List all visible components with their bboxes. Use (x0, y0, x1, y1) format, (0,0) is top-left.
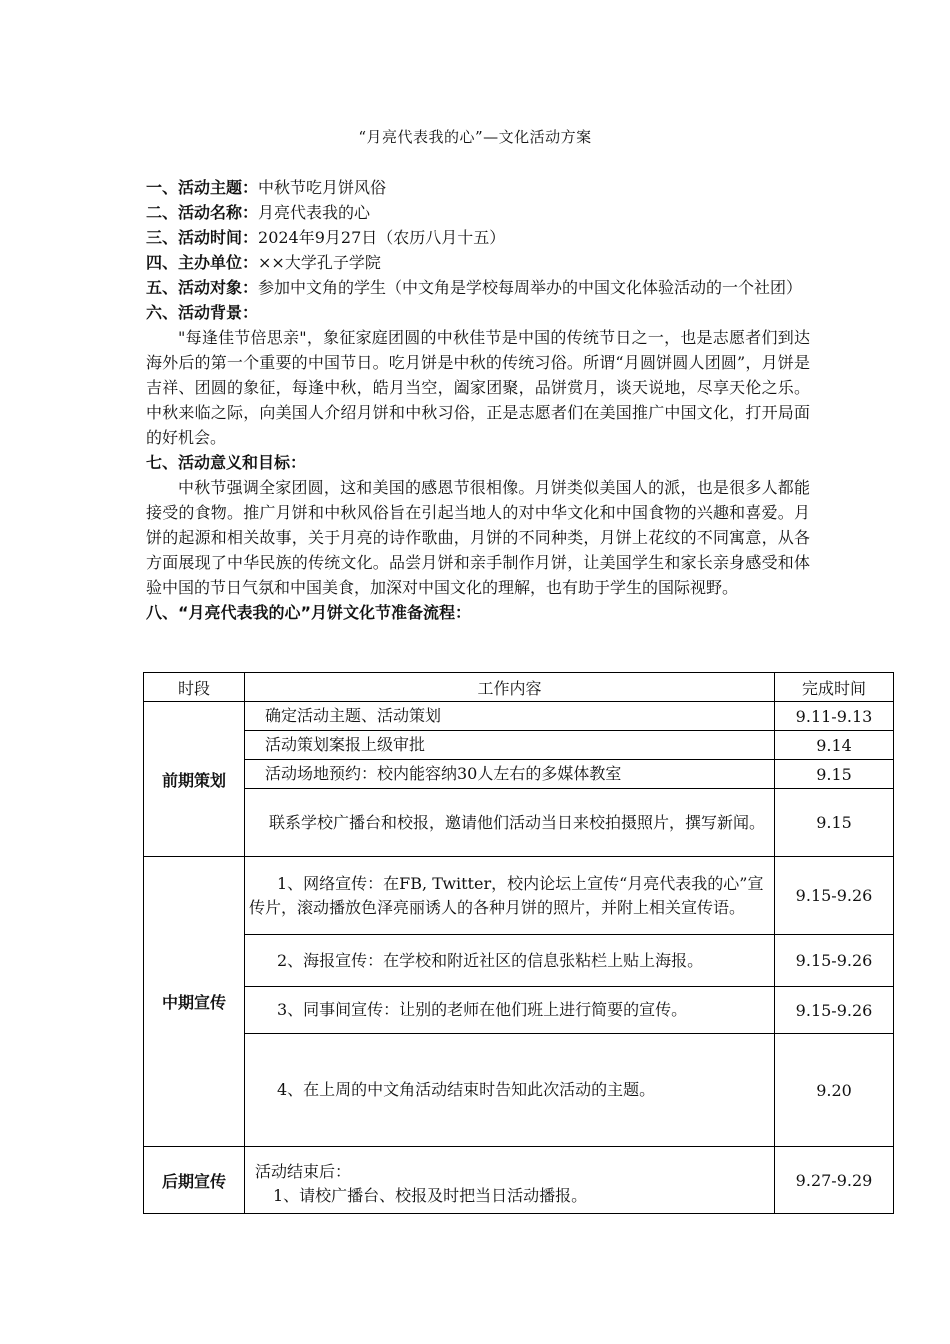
section-heading: 二、活动名称： (146, 203, 259, 222)
phase-cell-planning: 前期策划 (144, 702, 245, 857)
table-row (144, 1034, 894, 1147)
section-text: 月亮代表我的心 (258, 203, 371, 222)
section-process-heading: 八、“月亮代表我的心”月饼文化节准备流程： (146, 603, 472, 622)
task-content: 活动策划案报上级审批 (245, 731, 775, 760)
table-row (144, 935, 894, 987)
section-heading: 五、活动对象： (146, 278, 259, 297)
task-content-line: 活动结束后： (255, 1162, 352, 1181)
table-row (144, 857, 894, 935)
section-background-heading: 六、活动背景： (146, 303, 259, 322)
task-content-line: 1、请校广播台、校报及时把当日活动播报。 (273, 1186, 588, 1205)
task-content: 1、网络宣传：在FB, Twitter，校内论坛上宣传“月亮代表我的心”宣传片，滚动播放色泽亮丽诱人的各种月饼的照片，并附上相关宣传语。 (245, 857, 775, 935)
phase-cell-midterm: 中期宣传 (144, 857, 245, 1147)
section-goals-text: 中秋节强调全家团圆，这和美国的感恩节很相像。月饼类似美国人的派，也是很多人都能接受的食物。推广月饼和中秋风俗旨在引起当地人的对中华文化和中国食物的兴趣和喜爱。月饼的起源和相关故事，关于月亮的诗作歌曲，月饼的不同种类，月饼上花纹的不同寓意，从各方面展现了中华民族的传统文化。品尝月饼和亲手制作月饼，让美国学生和家长亲身感受和体验中国的节日气氛和中国美食，加深对中国文化的理解，也有助于学生的国际视野。 (146, 478, 810, 597)
task-content: 3、同事间宣传：让别的老师在他们班上进行简要的宣传。 (245, 987, 775, 1034)
section-background-text: "每逢佳节倍思亲"，象征家庭团圆的中秋佳节是中国的传统节日之一，也是志愿者们到达海外后的第一个重要的中国节日。吃月饼是中秋的传统习俗。所谓“月圆饼圆人团圆”，月饼是吉祥、团圆的象征，每逢中秋，皓月当空，阖家团聚，品饼赏月，谈天说地，尽享天伦之乐。中秋来临之际，向美国人介绍月饼和中秋习俗，正是志愿者们在美国推广中国文化，打开局面的好机会。 (146, 328, 810, 447)
header-content: 工作内容 (245, 673, 775, 702)
task-time: 9.20 (775, 1034, 894, 1147)
section-text: 中秋节吃月饼风俗 (258, 178, 387, 197)
task-content: 活动场地预约：校内能容纳30人左右的多媒体教室 (245, 760, 775, 789)
task-content: 4、在上周的中文角活动结束时告知此次活动的主题。 (245, 1034, 775, 1147)
task-content: 确定活动主题、活动策划 (245, 702, 775, 731)
task-time: 9.15-9.26 (775, 935, 894, 987)
task-content: 2、海报宣传：在学校和附近社区的信息张粘栏上贴上海报。 (245, 935, 775, 987)
task-content (245, 1147, 775, 1214)
document-body (146, 175, 810, 625)
section-theme (146, 175, 810, 200)
section-name (146, 200, 810, 225)
section-text: 2024年9月27日（农历八月十五） (258, 228, 506, 247)
task-time: 9.15-9.26 (775, 987, 894, 1034)
document-title: “月亮代表我的心”—文化活动方案 (358, 128, 592, 146)
task-time: 9.15 (775, 789, 894, 857)
table-row (144, 731, 894, 760)
header-time: 完成时间 (775, 673, 894, 702)
section-audience (146, 275, 810, 300)
table-row (144, 987, 894, 1034)
section-text: 参加中文角的学生（中文角是学校每周举办的中国文化体验活动的一个社团） (258, 278, 803, 297)
process-table (143, 672, 894, 1214)
task-time: 9.15 (775, 760, 894, 789)
table-row (144, 1147, 894, 1214)
section-organizer (146, 250, 810, 275)
task-time: 9.11-9.13 (775, 702, 894, 731)
section-goals-heading: 七、活动意义和目标： (146, 453, 307, 472)
section-time (146, 225, 810, 250)
table-row (144, 760, 894, 789)
task-time: 9.27-9.29 (775, 1147, 894, 1214)
table-row (144, 789, 894, 857)
task-content: 联系学校广播台和校报，邀请他们活动当日来校拍摄照片，撰写新闻。 (245, 789, 775, 857)
section-text: ××大学孔子学院 (258, 253, 381, 272)
section-heading: 三、活动时间： (146, 228, 259, 247)
section-heading: 一、活动主题： (146, 178, 259, 197)
header-phase: 时段 (144, 673, 245, 702)
section-heading: 四、主办单位： (146, 253, 259, 272)
task-time: 9.15-9.26 (775, 857, 894, 935)
table-header-row (144, 673, 894, 702)
phase-cell-post: 后期宣传 (144, 1147, 245, 1214)
task-time: 9.14 (775, 731, 894, 760)
table-row (144, 702, 894, 731)
